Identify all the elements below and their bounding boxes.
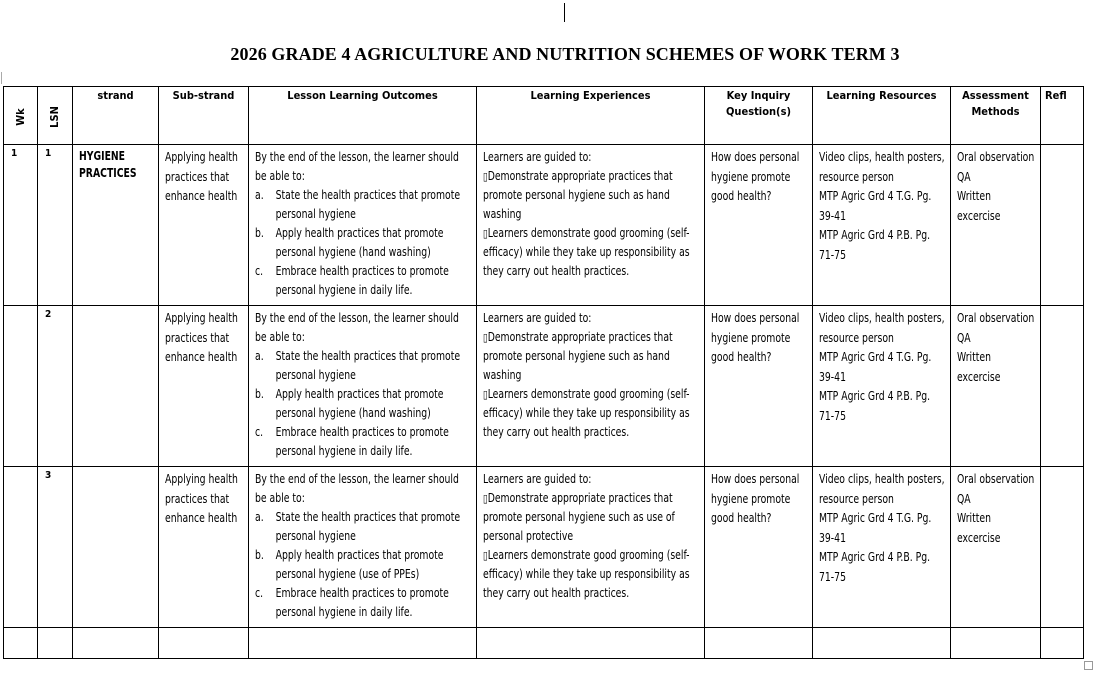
resources-cell <box>813 306 951 467</box>
empty-cell <box>249 628 477 659</box>
experiences-cell <box>477 145 705 306</box>
resources-tg: MTP Agric Grd 4 T.G. Pg. 39-41 <box>819 189 932 223</box>
header-inquiry: Key Inquiry Question(s) <box>705 87 813 145</box>
experience-item <box>483 224 698 281</box>
resources-main: Video clips, health posters, resource person <box>819 472 945 506</box>
wk-cell <box>4 306 38 467</box>
outcomes-cell <box>249 467 477 628</box>
assessment-item: QA <box>957 330 971 345</box>
experiences-intro: Learners are guided to: <box>483 311 592 325</box>
experiences-cell <box>477 467 705 628</box>
outcome-text: Apply health practices that promote personal hygiene (use of PPEs) <box>275 548 444 581</box>
outcomes-cell <box>249 145 477 306</box>
bullet-icon: ▯ <box>483 388 488 401</box>
assessment-item: QA <box>957 169 971 184</box>
outcomes-list <box>255 347 470 461</box>
header-strand: strand <box>73 87 159 145</box>
empty-cell <box>477 628 705 659</box>
wk-cell: 1 <box>4 145 38 306</box>
assessment-item: Oral observation <box>957 150 1035 164</box>
experience-text: Demonstrate appropriate practices that promote personal hygiene such as hand washing <box>483 169 673 221</box>
strand-line: PRACTICES <box>79 166 137 180</box>
strand-cell <box>73 306 159 467</box>
outcome-letter: a. <box>255 349 264 363</box>
inquiry-cell <box>705 467 813 628</box>
table-row-empty <box>4 628 1084 659</box>
outcome-letter: c. <box>255 264 264 278</box>
resources-cell <box>813 467 951 628</box>
inquiry-text: How does personal hygiene promote good health? <box>711 472 800 525</box>
outcome-item <box>255 546 470 584</box>
margin-marker <box>1 72 2 84</box>
sub-strand-cell <box>159 467 249 628</box>
outcome-letter: b. <box>255 387 264 401</box>
assessment-cell <box>951 145 1041 306</box>
wk-cell <box>4 467 38 628</box>
empty-cell <box>1041 628 1084 659</box>
experience-item <box>483 328 698 385</box>
outcome-item <box>255 347 470 385</box>
outcome-item <box>255 584 470 622</box>
bullet-icon: ▯ <box>483 331 488 344</box>
bullet-icon: ▯ <box>483 549 488 562</box>
experience-item <box>483 167 698 224</box>
outcome-letter: b. <box>255 548 264 562</box>
header-resources: Learning Resources <box>813 87 951 145</box>
outcome-item <box>255 385 470 423</box>
sub-strand-cell <box>159 145 249 306</box>
assessment-item: QA <box>957 491 971 506</box>
outcomes-cell <box>249 306 477 467</box>
assessment-item: Written excercise <box>957 511 1001 545</box>
experience-text: Learners demonstrate good grooming (self-efficacy) while they take up responsibility as they carry out health practices. <box>483 226 690 278</box>
assessment-item: Oral observation <box>957 472 1035 486</box>
header-row <box>4 87 1084 145</box>
outcome-letter: b. <box>255 226 264 240</box>
resources-pb: MTP Agric Grd 4 P.B. Pg. 71-75 <box>819 550 931 584</box>
table-row <box>4 306 1084 467</box>
outcome-item <box>255 423 470 461</box>
experience-text: Demonstrate appropriate practices that promote personal hygiene such as hand washing <box>483 330 673 382</box>
document-title: 2026 GRADE 4 AGRICULTURE AND NUTRITION SCHEMES OF WORK TERM 3 <box>230 44 900 64</box>
empty-cell <box>4 628 38 659</box>
experience-item <box>483 385 698 442</box>
header-wk: Wk <box>4 87 38 145</box>
strand-cell <box>73 467 159 628</box>
outcome-letter: c. <box>255 425 264 439</box>
outcome-text: Apply health practices that promote personal hygiene (hand washing) <box>275 387 444 420</box>
outcomes-list <box>255 508 470 622</box>
outcome-text: State the health practices that promote personal hygiene <box>275 188 461 221</box>
resources-tg: MTP Agric Grd 4 T.G. Pg. 39-41 <box>819 350 932 384</box>
assessment-item: Written excercise <box>957 189 1001 223</box>
outcome-item <box>255 224 470 262</box>
header-outcomes: Lesson Learning Outcomes <box>249 87 477 145</box>
bullet-icon: ▯ <box>483 492 488 505</box>
sub-strand-text: Applying health practices that enhance health <box>165 472 238 525</box>
outcome-text: Embrace health practices to promote personal hygiene in daily life. <box>275 586 449 619</box>
header-lsn: LSN <box>38 87 73 145</box>
table-row <box>4 467 1084 628</box>
lsn-cell: 3 <box>38 467 73 628</box>
inquiry-cell <box>705 306 813 467</box>
outcome-item <box>255 262 470 300</box>
inquiry-cell <box>705 145 813 306</box>
outcomes-list <box>255 186 470 300</box>
sub-strand-text: Applying health practices that enhance health <box>165 150 238 203</box>
sub-strand-text: Applying health practices that enhance health <box>165 311 238 364</box>
bullet-icon: ▯ <box>483 170 488 183</box>
assessment-cell <box>951 467 1041 628</box>
experiences-cell <box>477 306 705 467</box>
empty-cell <box>951 628 1041 659</box>
assessment-item: Oral observation <box>957 311 1035 325</box>
table-resize-handle[interactable] <box>1084 661 1093 670</box>
experience-item <box>483 489 698 546</box>
resources-tg: MTP Agric Grd 4 T.G. Pg. 39-41 <box>819 511 932 545</box>
experience-text: Learners demonstrate good grooming (self-efficacy) while they take up responsibility as they carry out health practices. <box>483 387 690 439</box>
schemes-table <box>3 86 1084 659</box>
inquiry-text: How does personal hygiene promote good health? <box>711 311 800 364</box>
lsn-cell: 1 <box>38 145 73 306</box>
outcome-text: Embrace health practices to promote personal hygiene in daily life. <box>275 264 449 297</box>
outcome-letter: a. <box>255 188 264 202</box>
assessment-item: Written excercise <box>957 350 1001 384</box>
experience-text: Demonstrate appropriate practices that promote personal hygiene such as use of personal protective <box>483 491 675 543</box>
table-row <box>4 145 1084 306</box>
assessment-cell <box>951 306 1041 467</box>
experience-item <box>483 546 698 603</box>
header-experiences: Learning Experiences <box>477 87 705 145</box>
lsn-cell: 2 <box>38 306 73 467</box>
experiences-intro: Learners are guided to: <box>483 472 592 486</box>
resources-cell <box>813 145 951 306</box>
resources-pb: MTP Agric Grd 4 P.B. Pg. 71-75 <box>819 389 931 423</box>
strand-cell <box>73 145 159 306</box>
text-cursor <box>564 3 565 22</box>
header-sub-strand: Sub-strand <box>159 87 249 145</box>
outcomes-intro: By the end of the lesson, the learner should be able to: <box>255 150 459 183</box>
header-assessment: Assessment Methods <box>951 87 1041 145</box>
empty-cell <box>705 628 813 659</box>
outcome-item <box>255 508 470 546</box>
sub-strand-cell <box>159 306 249 467</box>
outcome-letter: a. <box>255 510 264 524</box>
outcome-item <box>255 186 470 224</box>
experiences-intro: Learners are guided to: <box>483 150 592 164</box>
empty-cell <box>813 628 951 659</box>
outcome-text: Embrace health practices to promote personal hygiene in daily life. <box>275 425 449 458</box>
outcomes-intro: By the end of the lesson, the learner should be able to: <box>255 311 459 344</box>
bullet-icon: ▯ <box>483 227 488 240</box>
resources-pb: MTP Agric Grd 4 P.B. Pg. 71-75 <box>819 228 931 262</box>
outcomes-intro: By the end of the lesson, the learner should be able to: <box>255 472 459 505</box>
outcome-letter: c. <box>255 586 264 600</box>
inquiry-text: How does personal hygiene promote good health? <box>711 150 800 203</box>
experience-text: Learners demonstrate good grooming (self-efficacy) while they take up responsibility as they carry out health practices. <box>483 548 690 600</box>
header-reflection: Refl <box>1041 87 1084 145</box>
empty-cell <box>159 628 249 659</box>
strand-line: HYGIENE <box>79 149 126 163</box>
outcome-text: Apply health practices that promote personal hygiene (hand washing) <box>275 226 444 259</box>
outcome-text: State the health practices that promote personal hygiene <box>275 349 461 382</box>
resources-main: Video clips, health posters, resource person <box>819 150 945 184</box>
empty-cell <box>73 628 159 659</box>
resources-main: Video clips, health posters, resource person <box>819 311 945 345</box>
empty-cell <box>38 628 73 659</box>
outcome-text: State the health practices that promote personal hygiene <box>275 510 461 543</box>
